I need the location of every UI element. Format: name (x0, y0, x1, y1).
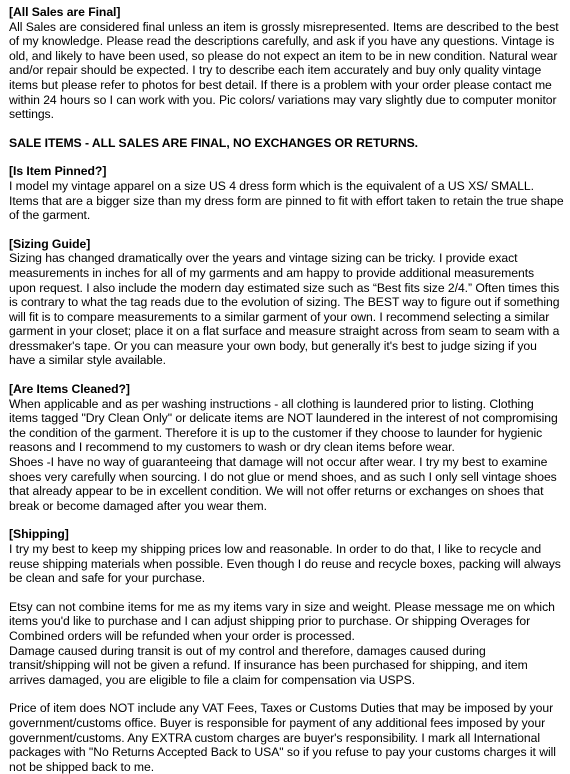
pinned-text: I model my vintage apparel on a size US 4 dress form which is the equivalent of a US XS/ SMALL. Items that are a bigger size than my dress form are pinned to fit with effort taken to retain the true shape of the garment. (9, 178, 564, 223)
shoes-text: Shoes -I have no way of guaranteeing that damage will not occur after wear. I try my best to examine shoes very carefully when sourcing. I do not glue or mend shoes, and as such I only sell vintage shoes that already appear to be in excellent condition. We will not offer returns or exchanges on shoes that break or become damaged after you wear them. (9, 455, 557, 513)
section-all-sales (9, 5, 564, 122)
shipping-text: I try my best to keep my shipping prices low and reasonable. In order to do that, I like to recycle and reuse shipping materials when possible. Even though I do reuse and recycle boxes, packing will always be clean and safe for your purchase. (9, 542, 561, 586)
paragraph-gap (9, 687, 564, 701)
customs-text: Price of item does NOT include any VAT Fees, Taxes or Customs Duties that may be imposed by your government/customs office. Buyer is responsible for payment of any additional fees imposed by your government/customs. Any EXTRA custom charges are buyer's responsibility. I mark all International packages with "No Returns Accepted Back to USA" so if you refuse to pay your customs charges it will not be shipped back to me. (9, 701, 556, 774)
damage-text: Damage caused during transit is out of my control and therefore, damages caused during transit/shipping will not be given a refund. If insurance has been purchased for shipping, and item arrives damaged, you are eligible to file a claim for compensation via USPS. (9, 643, 528, 687)
all-sales-text: All Sales are considered final unless an item is grossly misrepresented. Items are described to the best of my knowledge. Please read the descriptions carefully, and ask if you have any questions. Vintage is old, and likely to have been used, so please do not expect an item to be in new condition. Natural wear and/or repair should be expected. I try to describe each item accurately and buy only quality vintage items but please refer to photos for best detail. If there is a problem with your order please contact me within 24 hours so I can work with you. Pic colors/ variations may vary slightly due to computer monitor settings. (9, 19, 559, 122)
section-pinned (9, 164, 564, 222)
heading-shipping: [Shipping] (9, 527, 69, 542)
heading-pinned: [Is Item Pinned?] (9, 164, 107, 179)
final-sale-notice: SALE ITEMS - ALL SALES ARE FINAL, NO EXCHANGES OR RETURNS. (9, 135, 419, 150)
heading-sizing: [Sizing Guide] (9, 236, 91, 251)
heading-all-sales: [All Sales are Final] (9, 5, 121, 19)
section-sizing (9, 237, 564, 368)
sizing-text: Sizing has changed dramatically over the years and vintage sizing can be tricky. I provide exact measurements in inches for all of my garments and am happy to provide additional measurements upon request. I also include the modern day estimated size such as “Best fits size 2/4.” Often times this is contrary to what the tag reads due to the evolution of sizing. The BEST way to figure out if something will fit is to compare measurements to a similar garment of your own. I recommend selecting a similar garment in your closet; place it on a flat surface and measure straight across from seam to seam with a dressmaker's tape. Or you can measure your own body, but generally it's best to judge sizing if you have a similar style available. (9, 251, 560, 368)
combine-shipping-text: Etsy can not combine items for me as my items vary in size and weight. Please message me on which items you'd like to purchase and I can adjust shipping prior to purchase. Or shipping Overages for Combined orders will be refunded when your order is processed. (9, 599, 555, 643)
section-shipping (9, 527, 564, 774)
section-cleaned (9, 382, 564, 513)
cleaned-text: When applicable and as per washing instructions - all clothing is laundered prior to listing. Clothing items tagged "Dry Clean Only" or delicate items are NOT laundered in the interest of not compromising the condition of the garment. Therefore it is up to the customer if they choose to launder for hygienic reasons and I recommend to my customers to wash or dry clean items before wear. (9, 396, 558, 455)
heading-cleaned: [Are Items Cleaned?] (9, 382, 130, 397)
paragraph-gap (9, 586, 564, 600)
